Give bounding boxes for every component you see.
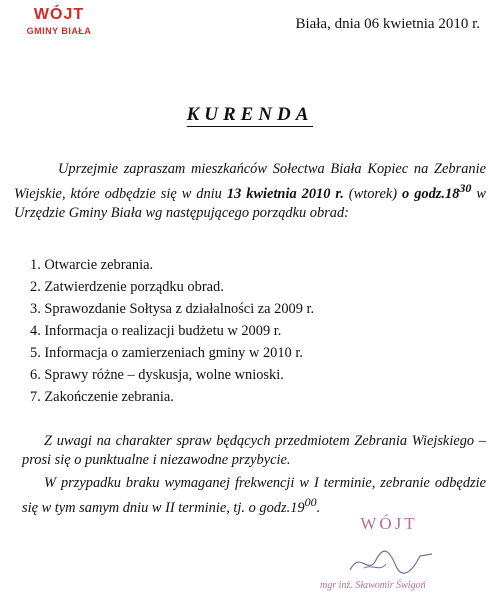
- org-title: WÓJT: [33, 6, 85, 23]
- meeting-date: 13 kwietnia 2010 r.: [226, 185, 344, 202]
- agenda-item: 5. Informacja o zamierzeniach gminy w 2010 r.: [30, 345, 303, 361]
- agenda-item: 7. Zakończenie zebrania.: [30, 389, 174, 405]
- meeting-time-minutes: 30: [459, 181, 472, 195]
- meeting-time: o godz.18: [402, 185, 460, 202]
- intro-paragraph: [14, 160, 486, 223]
- agenda-item: 2. Zatwierdzenie porządku obrad.: [30, 279, 224, 295]
- punctuality-note: Z uwagi na charakter spraw będących przedmiotem Zebrania Wiejskiego – prosi się o punktualne i niezawodne przybycie.: [22, 433, 486, 468]
- signature-icon: [346, 546, 436, 580]
- official-stamp: [314, 514, 464, 534]
- org-subtitle: GMINY BIAŁA: [26, 26, 92, 36]
- stamp-signatory-name: mgr inż. Sławomir Świgoń: [320, 580, 426, 591]
- second-term-note: [22, 474, 486, 518]
- second-term-minutes: 00: [304, 495, 317, 509]
- agenda-item: 6. Sprawy różne – dyskusja, wolne wnioski.: [30, 367, 284, 383]
- intro-text-2: (wtorek): [343, 185, 403, 202]
- second-term-end: .: [316, 499, 321, 516]
- document-title: [0, 104, 500, 126]
- agenda-item: 4. Informacja o realizacji budżetu w 2009 r.: [30, 323, 282, 339]
- agenda-item: 3. Sprawozdanie Sołtysa z działalności za 2009 r.: [30, 301, 315, 317]
- agenda-list: [30, 254, 314, 408]
- second-term-text: W przypadku braku wymaganej frekwencji w I terminie, zebranie odbędzie się w tym samym dniu w II terminie, tj. o godz.19: [22, 475, 486, 516]
- org-header: [14, 6, 104, 36]
- document-title-text: KURENDA: [186, 104, 314, 125]
- intro-text-3: w Urzędzie Gminy Biała wg następującego porządku obrad:: [14, 185, 486, 221]
- agenda-item: 1. Otwarcie zebrania.: [30, 257, 154, 273]
- stamp-title: WÓJT: [360, 514, 418, 533]
- place-date: Biała, dnia 06 kwietnia 2010 r.: [295, 16, 480, 32]
- intro-text-1: Uprzejmie zapraszam mieszkańców Sołectwa Biała Kopiec na Zebranie Wiejskie, które odbędzie się w dniu: [14, 161, 486, 202]
